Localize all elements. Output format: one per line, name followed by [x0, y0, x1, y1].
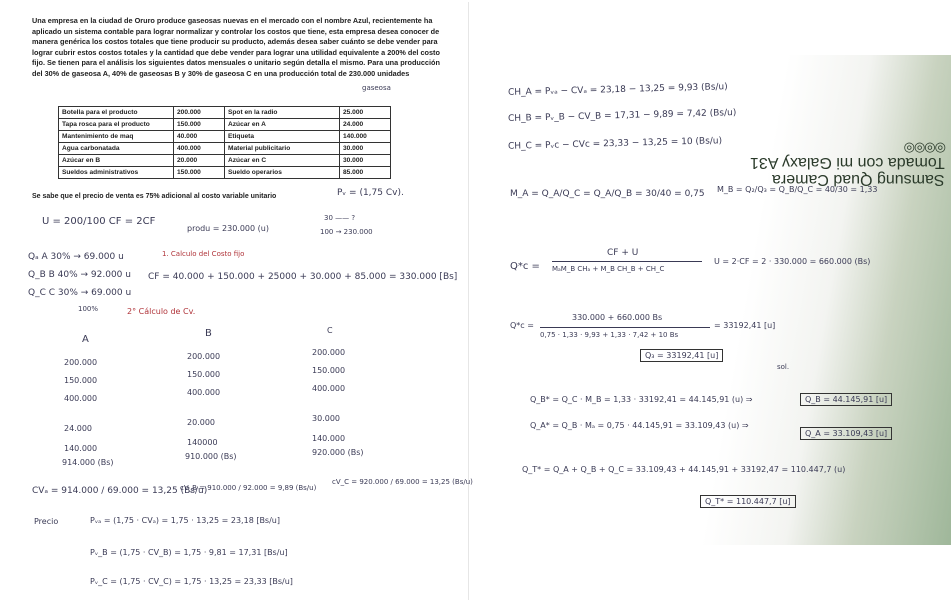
cost-item-amount: 150.000 [174, 167, 225, 179]
ratio-ma: M_A = Q_A/Q_C = Q_A/Q_B = 30/40 = 0,75 [510, 189, 705, 199]
cost-item-amount: 24.000 [340, 119, 391, 131]
column-value: 24.000 [64, 424, 92, 433]
camera-lens-icon: ◎◎◎◎ [903, 139, 945, 154]
column-value: 150.000 [312, 366, 346, 375]
cost-table-row [59, 167, 391, 179]
column-value: 400.000 [187, 388, 221, 397]
cost-item-amount: 150.000 [174, 119, 225, 131]
cost-item-label: Sueldo operarios [225, 167, 340, 179]
contribution-c: CH_C = Pᵥc − CVc = 23,33 − 13,25 = 10 (Bs/u) [507, 136, 723, 152]
column-value: 30.000 [312, 414, 340, 423]
cost-item-label: Sueldos administrativos [59, 167, 174, 179]
cost-table [58, 106, 391, 179]
qa-calc: Q_A* = Q_B · Mₐ = 0,75 · 44.145,91 = 33.109,43 (u) ⇒ [530, 421, 749, 430]
cost-item-label: Material publicitario [225, 143, 340, 155]
qc-split: Q_C C 30% → 69.000 u [28, 288, 132, 298]
cost-item-label: Etiqueta [225, 131, 340, 143]
q3-result-box: Q₃ = 33192,41 [u] [640, 349, 723, 362]
contribution-a: CH_A = Pᵥₐ − CVₐ = 23,18 − 13,25 = 9,93 (Bs/u) [507, 82, 728, 98]
cost-item-amount: 20.000 [174, 155, 225, 167]
total-a: 914.000 (Bs) [62, 458, 114, 467]
cv-b: cV_B = 910.000 / 92.000 = 9,89 (Bs/u) [180, 484, 317, 492]
solution-tag-1: sol. [777, 363, 790, 371]
cost-item-amount: 25.000 [340, 107, 391, 119]
hundred-percent: 100% [78, 305, 99, 313]
fixed-cost-sum: CF = 40.000 + 150.000 + 25000 + 30.000 + 85.000 = 330.000 [Bs] [148, 272, 458, 282]
cv-c: cV_C = 920.000 / 69.000 = 13,25 (Bs/u) [332, 478, 473, 486]
cost-item-amount: 400.000 [174, 143, 225, 155]
price-b: Pᵥ_B = (1,75 · CV_B) = 1,75 · 9,81 = 17,31 [Bs/u] [90, 548, 288, 557]
qc-numerator: 330.000 + 660.000 Bs [572, 313, 663, 322]
qt-result-box: Q_T* = 110.447,7 [u] [700, 495, 796, 508]
pv-formula: Pᵥ = (1,75 Cv). [337, 188, 404, 198]
utility-calc: U = 2·CF = 2 · 330.000 = 660.000 (Bs) [714, 257, 871, 266]
qa-split: Qₐ A 30% → 69.000 u [28, 252, 124, 262]
qstar-denominator: MₐM_B CHₐ + M_B CH_B + CH_C [552, 265, 665, 273]
column-value: 20.000 [187, 418, 215, 427]
proportion-line-2: 100 → 230.000 [320, 228, 373, 236]
watermark-galaxy: Tomada con mi Galaxy A31 [750, 154, 945, 171]
ratio-mb: M_B = Q₂/Q₃ = Q_B/Q_C = 40/30 = 1,33 [717, 185, 878, 194]
cost-item-amount: 85.000 [340, 167, 391, 179]
cost-item-label: Tapa rosca para el producto [59, 119, 174, 131]
price-c: Pᵥ_C = (1,75 · CV_C) = 1,75 · 13,25 = 23,33 [Bs/u] [90, 577, 293, 586]
left-notebook-page [2, 2, 473, 600]
qb-calc: Q_B* = Q_C · M_B = 1,33 · 33192,41 = 44.145,91 (u) ⇒ [530, 395, 753, 404]
cost-item-amount: 30.000 [340, 143, 391, 155]
total-b: 910.000 (Bs) [185, 452, 237, 461]
qc-denominator: 0,75 · 1,33 · 9,93 + 1,33 · 7,42 + 10 Bs [540, 331, 679, 339]
qstar-label: Q*ᴄ = [510, 261, 540, 272]
total-c: 920.000 (Bs) [312, 448, 364, 457]
problem-statement: Una empresa en la ciudad de Oruro produce gaseosas nuevas en el mercado con el nombre Azul, recientemente ha aplicado un sistema contable para lograr normalizar y controlar los costos que tiene, esta empresa desea conocer de manera genérica los costos totales que tiene producir su producto, además desea saber cuánto se debe vender para lograr cubrir estos costos totales y la cantidad que debe vender para lograr una utilidad equivalente a 200% del costo fijo. Se tienen para el análisis los siguientes datos mensuales o unitario según detalla el mismo. Para una producción del 30% de gaseosa A, 40% de gaseosas B y 30% de gaseosa C en una producción total de 230.000 unidades [32, 16, 440, 78]
price-a: Pᵥₐ = (1,75 · CVₐ) = 1,75 · 13,25 = 23,18 [Bs/u] [90, 516, 280, 525]
cost-item-amount: 40.000 [174, 131, 225, 143]
column-value: 140.000 [312, 434, 346, 443]
column-value: 140000 [187, 438, 218, 447]
step-variable-cost: 2° Cálculo de Cv. [127, 307, 196, 316]
column-value: 200.000 [64, 358, 98, 367]
column-value: 400.000 [64, 394, 98, 403]
utility-equation: U = 200/100 CF = 2CF [42, 216, 156, 227]
cost-item-amount: 200.000 [174, 107, 225, 119]
step-fixed-cost: 1. Calculo del Costo fijo [162, 250, 245, 258]
qa-result-box: Q_A = 33.109,43 [u] [800, 427, 892, 440]
qc-fraction-bar [540, 327, 710, 328]
qt-calc: Q_T* = Q_A + Q_B + Q_C = 33.109,43 + 44.145,91 + 33192,47 = 110.447,7 (u) [522, 465, 846, 474]
column-c-heading: C [327, 326, 333, 335]
column-b-heading: B [205, 328, 212, 339]
qb-split: Q_B B 40% → 92.000 u [28, 270, 131, 280]
column-value: 150.000 [64, 376, 98, 385]
cost-item-label: Azúcar en C [225, 155, 340, 167]
cost-table-row [59, 107, 391, 119]
cost-table-row [59, 143, 391, 155]
column-value: 200.000 [187, 352, 221, 361]
sale-price-note: Se sabe que el precio de venta es 75% adicional al costo variable unitario [32, 193, 277, 200]
cost-item-label: Agua carbonatada [59, 143, 174, 155]
column-a-heading: A [82, 334, 89, 345]
price-heading: Precio [34, 517, 59, 526]
cost-item-label: Azúcar en B [59, 155, 174, 167]
column-value: 150.000 [187, 370, 221, 379]
qc-label: Q*ᴄ = [510, 321, 534, 330]
production-total: produ = 230.000 (u) [187, 224, 269, 233]
intro-annotation: gaseosa [362, 84, 391, 92]
cost-item-amount: 140.000 [340, 131, 391, 143]
cost-item-label: Mantenimiento de maq [59, 131, 174, 143]
column-value: 200.000 [312, 348, 346, 357]
right-notebook-photo [482, 55, 951, 545]
cost-table-row [59, 131, 391, 143]
cost-item-label: Azúcar en A [225, 119, 340, 131]
cost-item-label: Spot en la radio [225, 107, 340, 119]
cv-a: CVₐ = 914.000 / 69.000 = 13,25 (Bs/u) [32, 486, 208, 496]
column-value: 140.000 [64, 444, 98, 453]
proportion-line-1: 30 —— ? [324, 214, 356, 222]
cost-table-row [59, 119, 391, 131]
cost-item-amount: 30.000 [340, 155, 391, 167]
contribution-b: CH_B = Pᵥ_B − CV_B = 17,31 − 9,89 = 7,42 (Bs/u) [507, 108, 737, 124]
watermark-quad-camera: Samsung Quad Camera [772, 171, 945, 188]
qstar-numerator: CF + U [607, 248, 639, 258]
qc-result: = 33192,41 [u] [714, 321, 776, 330]
cost-table-row [59, 155, 391, 167]
column-value: 400.000 [312, 384, 346, 393]
fraction-bar [552, 261, 702, 262]
qb-result-box: Q_B = 44.145,91 [u] [800, 393, 892, 406]
cost-item-label: Botella para el producto [59, 107, 174, 119]
